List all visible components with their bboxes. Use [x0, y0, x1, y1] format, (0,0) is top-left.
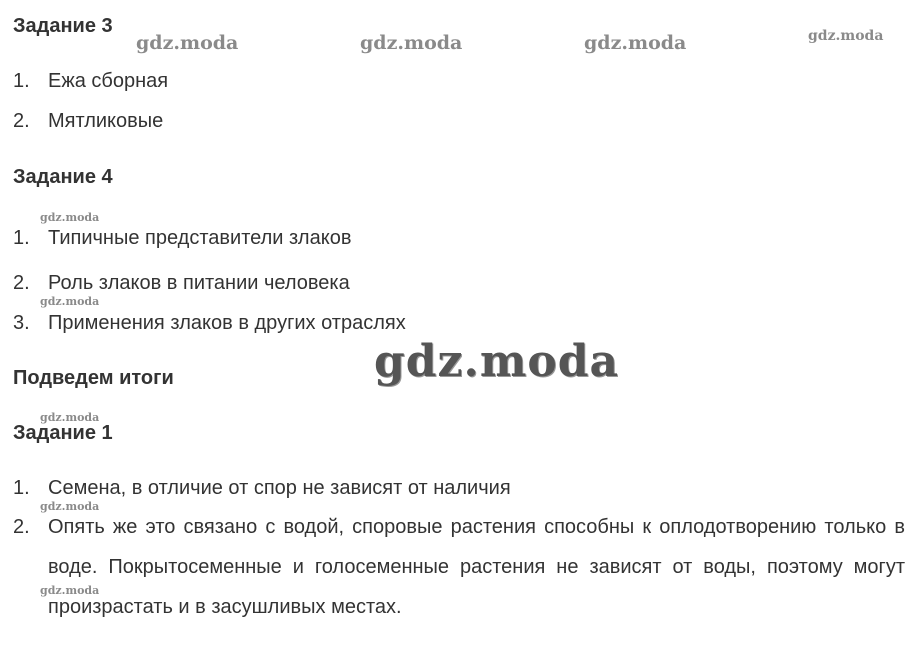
- task4-item-3: [13, 312, 406, 335]
- watermark: gdz.moda: [40, 211, 100, 224]
- task3-item-1: [13, 70, 168, 93]
- list-number: 1.: [13, 227, 30, 249]
- task1-heading: Задание 1: [13, 422, 113, 444]
- watermark: gdz.moda: [136, 32, 239, 54]
- list-number: 3.: [13, 312, 30, 334]
- list-number: 2.: [13, 272, 30, 294]
- task4-heading: Задание 4: [13, 166, 113, 188]
- watermark: gdz.moda: [40, 584, 100, 597]
- list-item-text: Роль злаков в питании человека: [48, 272, 350, 294]
- list-item-text: Опять же это связано с водой, споровые растения способны к оплодотворению только в воде. Покрытосеменные и голосеменные растения не зависят от воды, поэтому могут произрастать и в засушливых местах.: [48, 516, 905, 618]
- task4-item-2: [13, 272, 350, 295]
- list-item-text: Ежа сборная: [48, 70, 169, 92]
- task1-item-1: [13, 477, 511, 500]
- watermark: gdz.moda: [40, 295, 100, 308]
- list-number: 2.: [13, 110, 30, 132]
- list-number: 1.: [13, 70, 30, 92]
- list-item-text: Применения злаков в других отраслях: [48, 312, 406, 334]
- watermark: gdz.moda: [360, 32, 463, 54]
- task1-item-2: [13, 507, 905, 627]
- watermark: gdz.moda: [374, 336, 620, 387]
- task4-item-1: [13, 227, 351, 250]
- task3-heading: Задание 3: [13, 15, 113, 37]
- list-number: 1.: [13, 477, 30, 499]
- summary-heading: Подведем итоги: [13, 367, 174, 389]
- watermark: gdz.moda: [40, 411, 100, 424]
- watermark: gdz.moda: [808, 28, 884, 44]
- list-item-text: Семена, в отличие от спор не зависят от наличия: [48, 477, 511, 499]
- task3-item-2: [13, 110, 163, 133]
- watermark: gdz.moda: [40, 500, 100, 513]
- list-item-text: Типичные представители злаков: [48, 227, 352, 249]
- watermark: gdz.moda: [584, 32, 687, 54]
- list-number: 2.: [13, 516, 30, 538]
- list-item-text: Мятликовые: [48, 110, 164, 132]
